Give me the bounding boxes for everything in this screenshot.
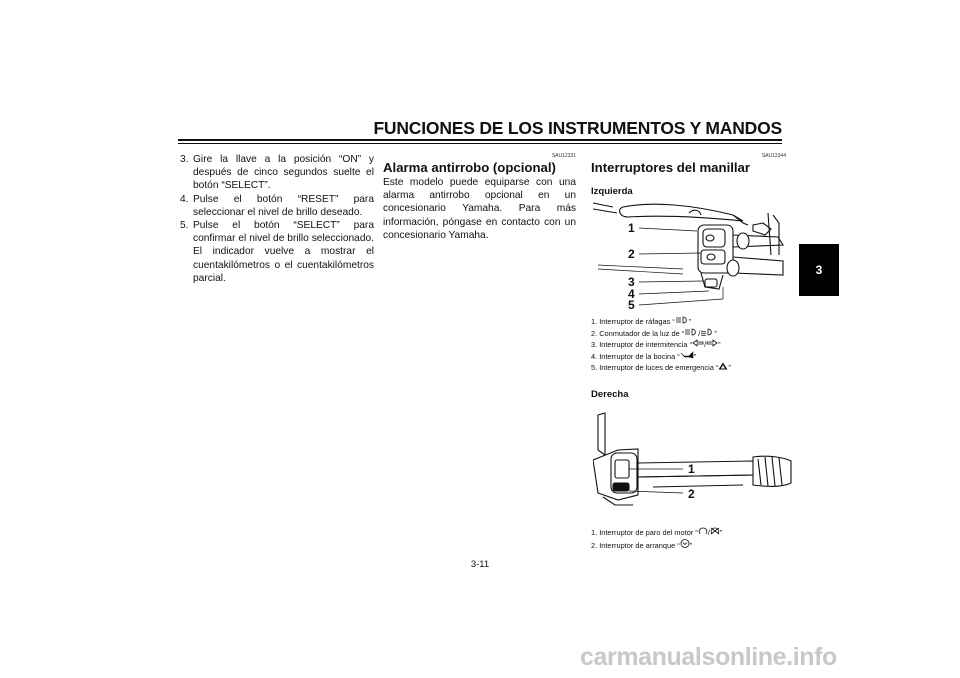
page-number: 3-11 <box>470 559 490 570</box>
caption-item: 2. Interruptor de arranque “ ” <box>591 540 693 550</box>
turn-left-icon <box>692 339 704 347</box>
callout-2: 2 <box>628 247 635 261</box>
section-title-switches: Interruptores del manillar <box>591 160 751 175</box>
right-handlebar-figure <box>593 405 793 520</box>
caption-item: 5. Interruptor de luces de emergencia “ ” <box>591 363 731 373</box>
callout-5: 5 <box>628 298 635 312</box>
headlight-flash-icon <box>675 316 689 324</box>
step-item <box>180 219 374 285</box>
step-item <box>180 153 374 193</box>
chapter-tab: 3 <box>799 244 839 296</box>
section-code: SAU12344 <box>761 153 786 159</box>
caption-item: 3. Interruptor de intermitencia “ / ” <box>591 340 721 350</box>
step-number: 5. <box>180 220 189 232</box>
page-header-title: FUNCIONES DE LOS INSTRUMENTOS Y MANDOS <box>373 118 782 138</box>
section-code: SAU12331 <box>551 153 576 159</box>
callout-2: 2 <box>688 487 695 501</box>
step-number: 3. <box>180 154 189 165</box>
hazard-icon <box>718 362 728 370</box>
steps-list <box>180 153 374 285</box>
subheading-left: Izquierda <box>591 186 633 197</box>
engine-stop-icon <box>710 527 720 535</box>
engine-run-icon <box>698 527 708 535</box>
caption-item: 4. Interruptor de la bocina “ ” <box>591 351 697 361</box>
column-2 <box>383 153 576 242</box>
right-captions <box>591 527 722 551</box>
step-text: Pulse el botón “SELECT” para confirmar el nivel de brillo seleccionado. El indicador vuelve a mostrar el cuentakilómetros o el cuentakilómetros parcial. <box>193 220 374 284</box>
low-beam-icon <box>700 328 714 336</box>
step-text: Pulse el botón “RESET” para seleccionar el nivel de brillo deseado. <box>193 193 374 218</box>
header-rule-thin <box>178 143 782 144</box>
column-3 <box>591 153 786 198</box>
high-beam-icon <box>684 328 698 336</box>
callout-3: 3 <box>628 275 635 289</box>
turn-right-icon <box>706 339 718 347</box>
caption-item: 1. Interruptor de paro del motor “ / ” <box>591 528 723 537</box>
left-handlebar-illustration <box>593 195 793 310</box>
callout-1: 1 <box>628 221 635 235</box>
caption-item: 2. Conmutador de la luz de “ / ” <box>591 328 717 338</box>
section-body-alarm: Este modelo puede equiparse con una alarma antirrobo opcional en un concesionario Yamaha. Para más información, póngase en contacto con un concesionario Yamaha. <box>383 177 576 241</box>
step-number: 4. <box>180 193 189 205</box>
step-item <box>180 193 374 219</box>
left-captions <box>591 316 731 374</box>
callout-1: 1 <box>688 462 695 476</box>
subheading-right: Derecha <box>591 389 629 400</box>
left-handlebar-figure <box>593 195 793 310</box>
step-text: Gire la llave a la posición “ON” y después de cinco segundos suelte el botón “SELECT”. <box>193 154 374 192</box>
watermark: carmanualsonline.info <box>580 643 837 671</box>
column-1 <box>180 153 374 285</box>
caption-item: 1. Interruptor de ráfagas “ ” <box>591 317 692 326</box>
section-title-alarm: Alarma antirrobo (opcional) <box>383 160 556 175</box>
horn-icon <box>680 351 694 359</box>
starter-icon <box>680 539 690 548</box>
callout-4: 4 <box>628 287 635 301</box>
header-rule-thick <box>178 139 782 141</box>
